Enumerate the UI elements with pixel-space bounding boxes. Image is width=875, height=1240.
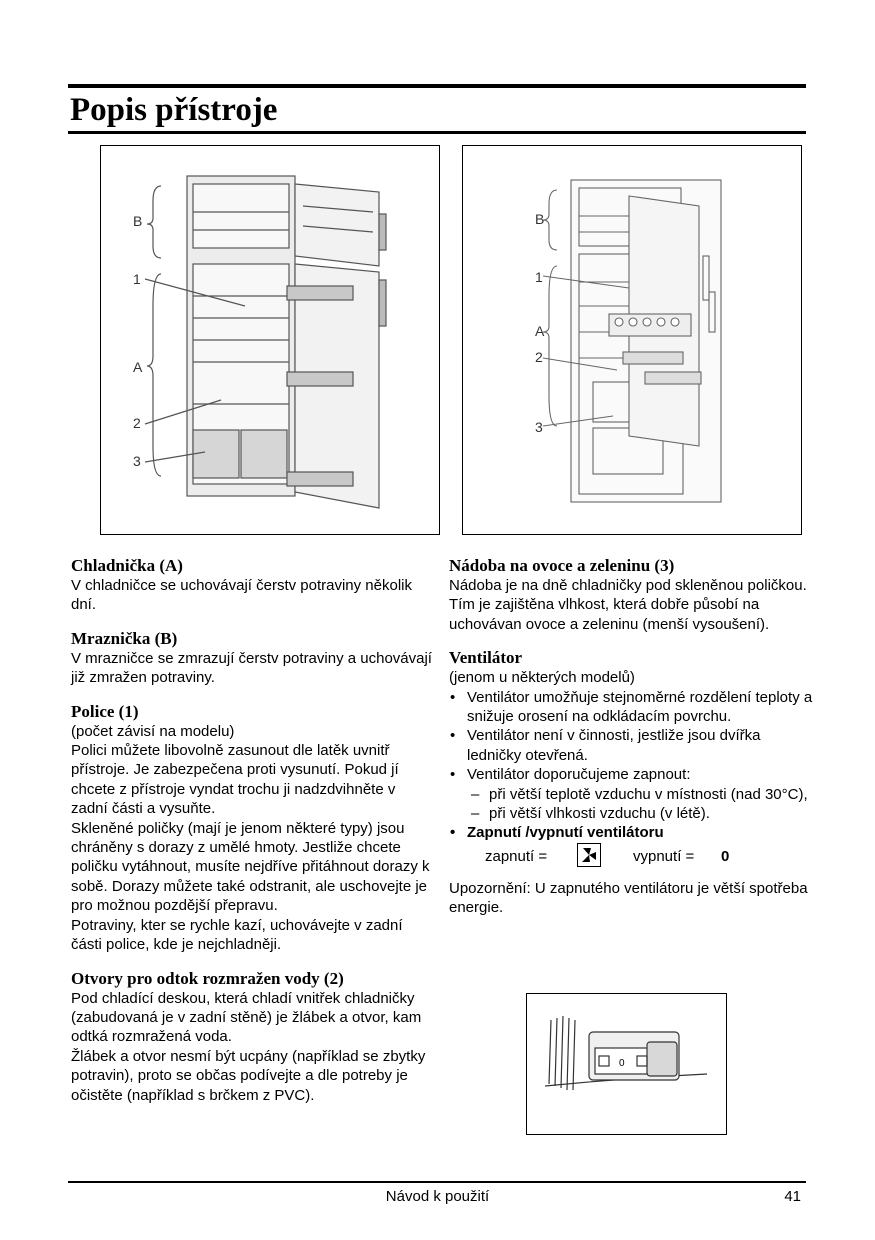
switch-legend xyxy=(449,843,814,873)
section-shelves xyxy=(71,702,436,955)
fridge-drawing-right xyxy=(463,146,801,534)
switch-zero: 0 xyxy=(619,1058,625,1069)
label-b: B xyxy=(133,213,143,229)
fan-recommend-text: Ventilátor doporučujeme zapnout: xyxy=(467,766,691,784)
fridge-illustration-left xyxy=(100,145,440,535)
fan-sub-list xyxy=(467,785,814,824)
top-rule xyxy=(68,84,806,88)
left-column xyxy=(71,556,436,1119)
label-a: A xyxy=(133,359,143,375)
section-fan xyxy=(449,648,814,917)
section-fridge xyxy=(71,556,436,615)
off-symbol: 0 xyxy=(721,847,730,865)
switch-illustration xyxy=(526,993,727,1135)
drain-line: Žlábek a otvor nesmí být ucpány (například se zbytky potravin), proto se občas podívejte a dle potreby je očistěte (například s brčkem z PVC). xyxy=(71,1047,426,1104)
list-item: – při větší teplotě vzduchu v místnosti (nad 30°C), xyxy=(489,785,814,804)
section-freezer xyxy=(71,629,436,688)
page-number: 41 xyxy=(784,1188,801,1205)
shelves-line: Polici můžete libovolně zasunout dle latěk uvnitř přístroje. Je zabezpečena proti vysunutí. Pokud jí chcete z přístroje vyndat trochu ji nadzdvihněte v zadní části a vysuňte. xyxy=(71,742,399,818)
text-fridge: V chladničce se uchovávají čerstv potraviny několik dní. xyxy=(71,577,413,614)
fan-icon xyxy=(577,843,601,867)
footer-title: Návod k použití xyxy=(385,1188,490,1205)
right-column xyxy=(449,556,814,932)
page-title: Popis přístroje xyxy=(70,92,278,128)
label-b: B xyxy=(535,211,545,227)
heading-drain: Otvory pro odtok rozmražen vody (2) xyxy=(71,968,344,988)
switch-heading: • Zapnutí /vypnutí ventilátoru xyxy=(467,823,814,842)
text-freezer: V mrazničce se zmrazují čerstv potraviny a uchovávají již zmražen potraviny. xyxy=(71,649,432,687)
label-1: 1 xyxy=(133,271,141,287)
list-item: • Ventilátor umožňuje stejnoměrné rozdělení teploty a snižuje orosení na odkládacím povrchu. xyxy=(467,688,814,727)
fridge-illustration-right xyxy=(462,145,802,535)
off-label: vypnutí = xyxy=(633,847,695,865)
title-underline xyxy=(68,131,806,134)
shelves-line: (počet závisí na modelu) xyxy=(71,722,235,740)
heading-fan: Ventilátor xyxy=(449,648,523,668)
fridge-drawing-left xyxy=(101,146,439,534)
section-drain xyxy=(71,969,436,1105)
heading-fridge: Chladnička (A) xyxy=(71,556,183,575)
shelves-line: Potraviny, kter se rychle kazí, uchovávejte v zadní části police, kde je nejchladněji. xyxy=(71,916,403,954)
label-3: 3 xyxy=(535,419,543,435)
fan-warning: Upozornění: U zapnutého ventilátoru je větší spotřeba energie. xyxy=(449,879,808,917)
list-item: – při větší vlhkosti vzduchu (v létě). xyxy=(489,804,814,823)
drain-line: Pod chladící deskou, která chladí vnitřek chladničky (zabudovaná je v zadní stěně) je žlábek a otvor, kam odtká rozmražená voda. xyxy=(71,989,422,1046)
heading-crisper: Nádoba na ovoce a zeleninu (3) xyxy=(449,556,675,575)
text-crisper: Nádoba je na dně chladničky pod skleněnou poličkou. Tím je zajištěna vlhkost, která dobře působí na uchovávan ovoce a zeleninu (menší vysoušení). xyxy=(449,577,807,633)
fan-note: (jenom u některých modelů) xyxy=(449,669,635,687)
label-a: A xyxy=(535,323,545,339)
footer-rule xyxy=(68,1181,806,1183)
heading-freezer: Mraznička (B) xyxy=(71,628,178,648)
fan-list xyxy=(449,688,814,843)
heading-shelves: Police (1) xyxy=(71,701,139,721)
label-3: 3 xyxy=(133,453,141,469)
list-item xyxy=(467,765,814,823)
on-label: zapnutí = xyxy=(485,847,548,865)
label-1: 1 xyxy=(535,269,543,285)
section-crisper xyxy=(449,556,814,634)
list-item: • Ventilátor není v činnosti, jestliže jsou dvířka ledničky otevřená. xyxy=(467,726,814,765)
switch-drawing xyxy=(527,994,726,1134)
label-2: 2 xyxy=(133,415,141,431)
shelves-line: Skleněné poličky (mají je jenom některé typy) jsou chráněny s dorazy z umělé hmoty. Jestliže chcete poličku vytáhnout, musíte nejdříve přitáhnout dorazy k sobě. Dorazy můžete také odstranit, ale uschovejte je pro možnou pozdější přepravu. xyxy=(71,819,430,915)
label-2: 2 xyxy=(535,349,543,365)
